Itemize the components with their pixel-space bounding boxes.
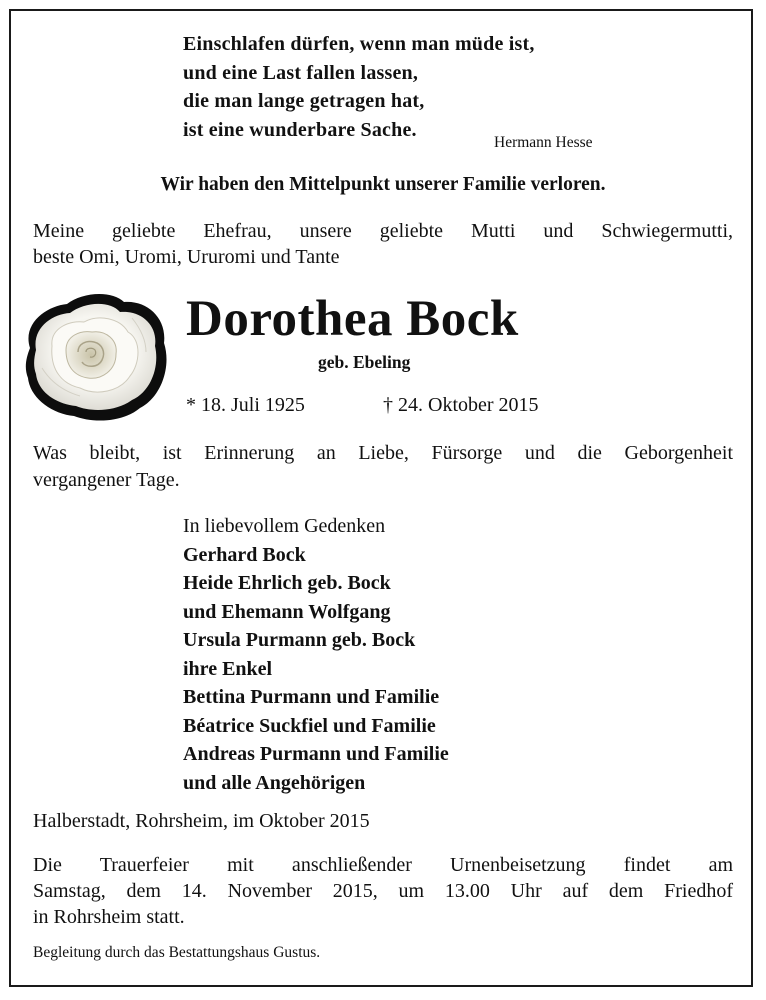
mourners-list — [183, 512, 449, 797]
mourner-name: und Ehemann Wolfgang — [183, 600, 391, 623]
memory-text — [33, 440, 733, 494]
intro-text — [33, 218, 733, 270]
deceased-name: Dorothea Bock — [186, 291, 519, 347]
mourner-name: Andreas Purmann und Familie — [183, 743, 449, 765]
headline: Wir haben den Mittelpunkt unserer Familie verloren. — [160, 174, 606, 195]
mourner-name: Gerhard Bock — [183, 543, 306, 566]
mourner-name: Bettina Purmann und Familie — [183, 686, 440, 708]
poem-author: Hermann Hesse — [494, 134, 593, 151]
funeral-service-text — [33, 852, 733, 930]
poem — [183, 30, 535, 144]
mourner-name: ihre Enkel — [183, 657, 273, 680]
undertaker-note: Begleitung durch das Bestattungshaus Gustus. — [33, 944, 321, 961]
maiden-name: geb. Ebeling — [318, 352, 411, 372]
white-rose-icon — [22, 288, 170, 423]
mourner-name: Béatrice Suckfiel und Familie — [183, 714, 436, 737]
obituary-border — [9, 9, 753, 987]
poem-line: Einschlafen dürfen, wenn man müde ist, — [183, 33, 535, 55]
place-date: Halberstadt, Rohrsheim, im Oktober 2015 — [33, 810, 370, 832]
death-date: † 24. Oktober 2015 — [383, 394, 539, 416]
intro-line: beste Omi, Uromi, Ururomi und Tante — [33, 246, 340, 268]
memory-line: vergangener Tage. — [33, 469, 180, 491]
service-line: Die Trauerfeier mit anschließender Urnenbeisetzung findet am — [33, 854, 733, 876]
service-line: Samstag, dem 14. November 2015, um 13.00 Uhr auf dem Friedhof — [33, 880, 733, 902]
memory-line: Was bleibt, ist Erinnerung an Liebe, Fürsorge und die Geborgenheit — [33, 442, 733, 464]
mourner-name: Ursula Purmann geb. Bock — [183, 629, 416, 651]
mourners-intro: In liebevollem Gedenken — [183, 515, 386, 537]
mourner-name: und alle Angehörigen — [183, 771, 366, 794]
poem-line: und eine Last fallen lassen, — [183, 61, 419, 84]
poem-line: ist eine wunderbare Sache. — [183, 118, 417, 141]
service-line: in Rohrsheim statt. — [33, 906, 185, 928]
poem-line: die man lange getragen hat, — [183, 90, 425, 112]
intro-line: Meine geliebte Ehefrau, unsere geliebte Mutti und Schwiegermutti, — [33, 220, 733, 242]
mourner-name: Heide Ehrlich geb. Bock — [183, 572, 391, 594]
birth-date: * 18. Juli 1925 — [186, 394, 305, 416]
